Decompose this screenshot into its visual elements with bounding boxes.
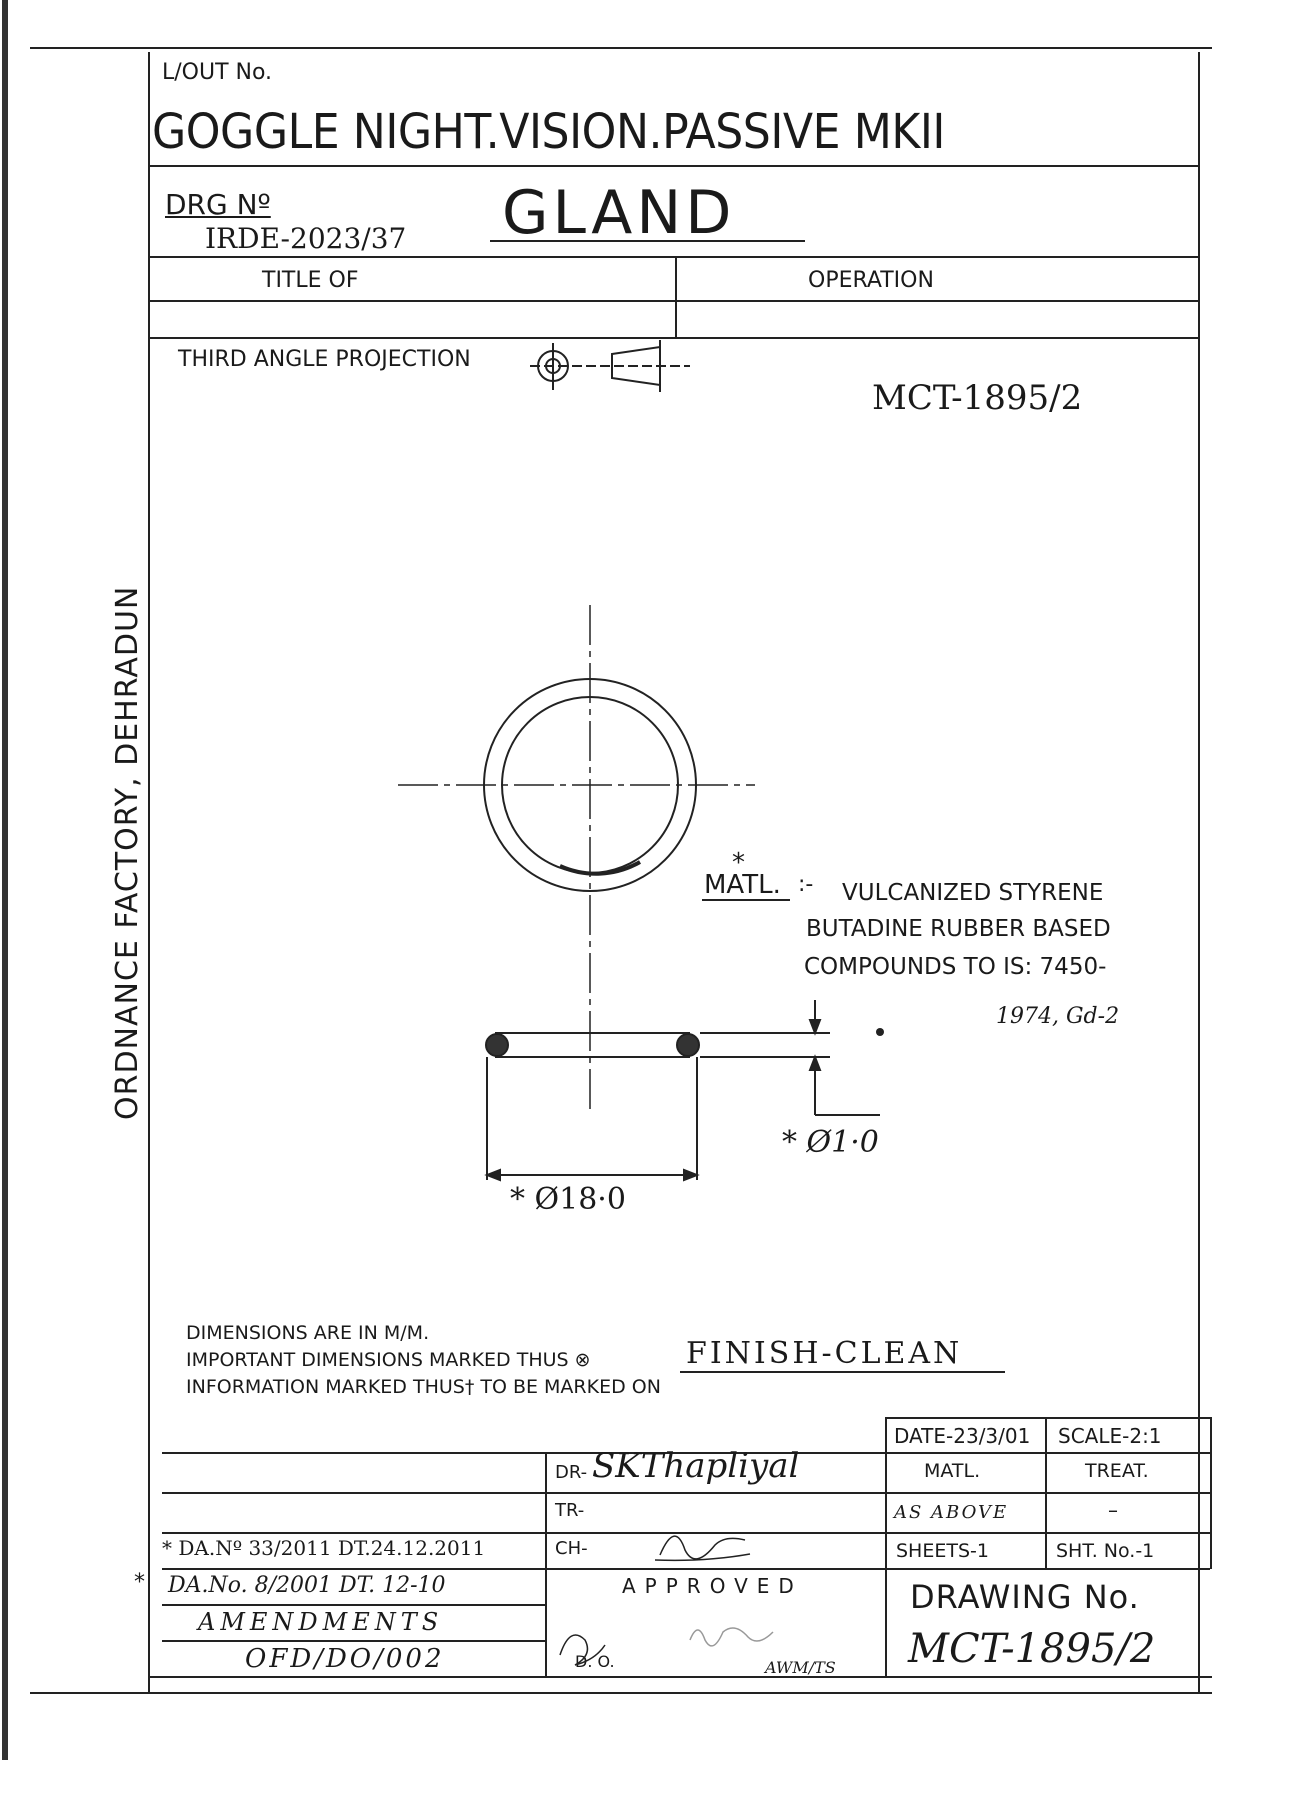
title-of-label: TITLE OF [262,268,359,293]
amendments-ref: OFD/DO/002 [245,1644,445,1674]
mct-reference: MCT-1895/2 [872,378,1083,418]
part-name: GLAND [502,178,736,248]
amendment-2-star: * [134,1570,145,1595]
material-line-3: COMPOUNDS TO IS: 7450- [804,954,1107,980]
note-line-2: IMPORTANT DIMENSIONS MARKED THUS ⊗ [186,1349,591,1371]
thickness-dimension: * Ø1·0 [782,1125,879,1160]
treat-value: – [1108,1498,1118,1522]
material-separator: :- [798,872,814,897]
amendments-label: AMENDMENTS [198,1608,444,1636]
drawing-no-label: DRAWING No. [910,1578,1140,1616]
awm-label: AWM/TS [765,1658,836,1677]
dr-signature: SKThapliyal [592,1446,800,1486]
tr-label: TR- [555,1500,585,1521]
do-label: D. O. [575,1652,615,1671]
projection-label: THIRD ANGLE PROJECTION [178,347,471,372]
drg-number: IRDE-2023/37 [205,222,407,255]
approved-label: APPROVED [622,1574,803,1598]
material-star: * [732,848,745,878]
material-line-1: VULCANIZED STYRENE [842,880,1104,906]
diameter-dimension: * Ø18·0 [510,1182,626,1217]
sheet-no-field: SHT. No.-1 [1056,1540,1155,1562]
sheets-field: SHEETS-1 [896,1540,989,1562]
date-field: DATE-23/3/01 [894,1424,1031,1448]
drawing-title: GOGGLE NIGHT.VISION.PASSIVE MKII [152,104,945,160]
material-line-4: 1974, Gd-2 [996,1004,1120,1029]
finish-note: FINISH-CLEAN [686,1336,963,1371]
ch-label: CH- [555,1538,588,1559]
matl-value: AS ABOVE [894,1502,1009,1523]
amendment-1: * DA.Nº 33/2011 DT.24.12.2011 [162,1536,486,1560]
factory-side-label: ORDNANCE FACTORY, DEHRADUN [110,585,145,1120]
drg-label: DRG Nº [165,188,271,221]
material-label: MATL. [704,870,781,900]
note-line-1: DIMENSIONS ARE IN M/M. [186,1322,430,1344]
material-line-2: BUTADINE RUBBER BASED [806,916,1111,942]
layout-no-label: L/OUT No. [162,60,273,85]
note-line-3: INFORMATION MARKED THUS† TO BE MARKED ON [186,1376,661,1398]
matl-header: MATL. [924,1460,981,1482]
treat-header: TREAT. [1085,1460,1149,1482]
scale-field: SCALE-2:1 [1058,1424,1162,1448]
drawing-no-value: MCT-1895/2 [908,1626,1156,1672]
dr-label: DR- [555,1462,588,1483]
operation-label: OPERATION [808,268,934,293]
amendment-2: DA.No. 8/2001 DT. 12-10 [168,1573,446,1598]
